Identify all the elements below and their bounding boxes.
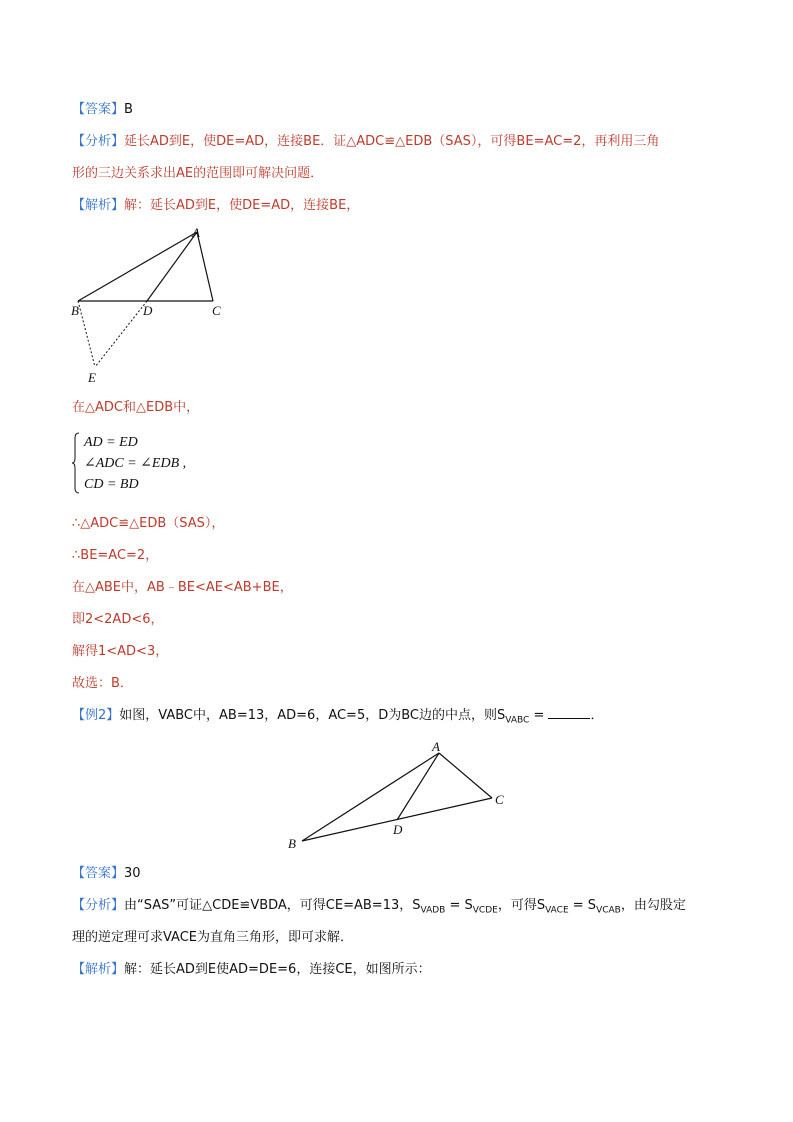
answer-tag: 【答案】 xyxy=(72,102,125,117)
label-e: E xyxy=(88,370,96,385)
question-sub: VABC xyxy=(505,715,530,726)
label-b: B xyxy=(71,303,79,318)
segment-ba-2 xyxy=(302,753,439,841)
ie-line: 即2<2AD<6， xyxy=(72,612,164,627)
example-2-question xyxy=(72,706,604,731)
analysis-tag: 【分析】 xyxy=(72,134,125,149)
analysis-2-sub4: VCAB xyxy=(596,905,621,916)
solution-tag: 【解析】 xyxy=(72,198,125,213)
analysis-line-2-2 xyxy=(72,928,353,948)
answer-line-2 xyxy=(72,864,141,884)
abe-line: 在△ABE中，AB﹣BE<AE<AB+BE， xyxy=(72,580,293,595)
solution-line-2 xyxy=(72,960,431,980)
analysis-2-sub2: VCDE xyxy=(472,905,498,916)
solve-line: 解得1<AD<3， xyxy=(72,644,169,659)
analysis-line-1 xyxy=(72,132,659,152)
analysis-line-2-1 xyxy=(72,896,686,921)
analysis-2-c: ，由勾股定 xyxy=(620,898,686,913)
analysis-2-eq1: = S xyxy=(445,898,473,913)
segment-ac xyxy=(197,232,213,301)
choose-line: 故选：B． xyxy=(72,676,133,691)
triangle-figure-2 xyxy=(284,736,514,854)
analysis-text: 延长AD到E，使DE=AD，连接BE．证△ADC≌△EDB（SAS），可得BE=AC=2，再利用三角 xyxy=(124,134,660,149)
label-a-2: A xyxy=(432,739,440,754)
brace-icon xyxy=(72,432,80,494)
question-eq: = xyxy=(529,708,549,723)
example-tag: 【例2】 xyxy=(72,708,120,723)
segment-ad-2 xyxy=(397,753,439,820)
analysis-2-sub1: VADB xyxy=(420,905,446,916)
question-tail: ． xyxy=(590,708,604,723)
solution-text-2: 解：延长AD到E使AD=DE=6，连接CE，如图所示： xyxy=(124,962,431,977)
solution-tag-2: 【解析】 xyxy=(72,962,125,977)
label-a: A xyxy=(192,225,200,240)
text-in-triangles: 在△ADC和△EDB中， xyxy=(72,400,200,415)
segment-be xyxy=(78,301,95,367)
answer-value-2: 30 xyxy=(124,866,141,881)
label-d-2: D xyxy=(393,822,403,837)
system-row-2: ∠ADC = ∠EDB , xyxy=(84,456,187,471)
segment-ac-2 xyxy=(439,753,492,798)
system-row-1: AD = ED xyxy=(84,435,138,450)
answer-line-1 xyxy=(72,100,133,120)
answer-tag-2: 【答案】 xyxy=(72,866,125,881)
analysis-tag-2: 【分析】 xyxy=(72,898,125,913)
label-b-2: B xyxy=(288,836,296,851)
triangle-figure-1 xyxy=(60,222,260,387)
system-row-3: CD = BD xyxy=(84,477,139,492)
solution-text: 解：延长AD到E，使DE=AD，连接BE， xyxy=(124,198,360,213)
therefore-line-2: ∴BE=AC=2， xyxy=(72,548,159,563)
analysis-2-b: ，可得S xyxy=(497,898,546,913)
segment-de xyxy=(95,301,147,367)
label-c-2: C xyxy=(495,792,504,807)
analysis-2-sub3: VACE xyxy=(545,905,569,916)
solution-line-1 xyxy=(72,196,359,216)
answer-value: B xyxy=(124,102,133,117)
segment-ad xyxy=(147,232,197,301)
analysis-line-2 xyxy=(72,164,323,184)
analysis-2-cont: 理的逆定理可求VACE为直角三角形，即可求解． xyxy=(72,930,354,945)
question-text: 如图，VABC中，AB=13，AD=6，AC=5，D为BC边的中点，则S xyxy=(119,708,506,723)
analysis-2-a: 由“SAS”可证△CDE≌VBDA，可得CE=AB=13，S xyxy=(124,898,421,913)
answer-blank xyxy=(548,706,590,719)
label-c: C xyxy=(212,303,221,318)
analysis-2-eq2: = S xyxy=(568,898,597,913)
analysis-text-cont: 形的三边关系求出AE的范围即可解决问题． xyxy=(72,166,324,181)
segment-ba xyxy=(78,232,197,301)
therefore-line-1: ∴△ADC≌△EDB（SAS）， xyxy=(72,516,225,531)
label-d: D xyxy=(143,303,153,318)
